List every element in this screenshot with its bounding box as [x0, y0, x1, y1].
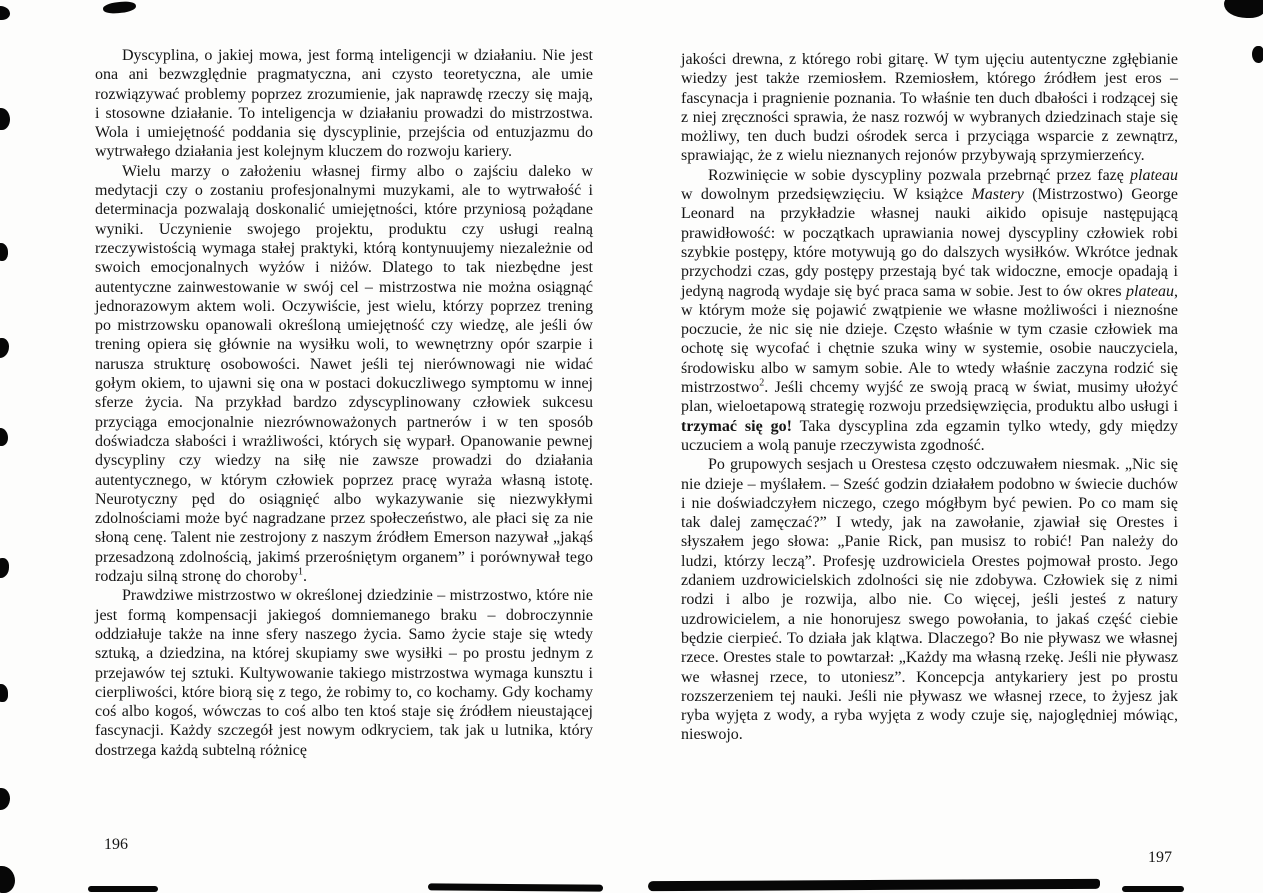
text-run: Mastery	[971, 186, 1024, 204]
scan-artifact	[88, 886, 158, 892]
page-left-text	[95, 46, 593, 760]
text-run: Prawdziwe mistrzostwo w określonej dziedzinie – mistrzostwo, które nie jest formą kompensacji jakiegoś domniemanego braku – dobroczynnie oddziałuje także na inne sfery naszego życia. Samo życie staje się wtedy sztuką, a dziedzina, na której skupiamy swe wysiłki – po prostu jednym z przejawów tej sztuki. Kultywowanie takiego mistrzostwa wymaga kunsztu i cierpliwości, które biorą się z tego, że robimy to, co kochamy. Gdy kochamy coś albo kogoś, wówczas to coś albo ten ktoś staje się źródłem nieustającej fascynacji. Każdy szczegół jest nowym odkryciem, tak jak u lutnika, który dostrzega każdą subtelną różnicę	[95, 587, 593, 759]
paragraph	[95, 162, 593, 587]
text-run: Wielu marzy o założeniu własnej firmy albo o zajściu daleko w medytacji czy o zostaniu profesjonalnymi muzykami, ale to wytrwałość i determinacja pozwalają doskonalić umiejętności, które przyniosą pożądane wyniki. Uczynienie swojego projektu, produktu czy usługi realną rzeczywistością wymaga stałej praktyki, którą kontynuujemy niezależnie od swoich emocjonalnych wyżów i niżów. Dlatego to tak niezbędne jest autentyczne zainwestowanie w swój cel – mistrzostwa nie można osiągnąć jednorazowym aktem woli. Oczywiście, jest wielu, którzy poprzez trening po mistrzowsku opanowali określoną umiejętność czy wiedzę, ale jeśli ów trening opiera się głównie na wysiłku woli, to wewnętrzny opór szarpie i narusza strukturę osobowości. Nawet jeśli tej nierównowagi nie widać gołym okiem, to ujawni się ona w postaci dokuczliwego symptomu w innej sferze życia. Na przykład bardzo zdyscyplinowany człowiek sukcesu przyciąga emocjonalnie niezrównoważonych partnerów i w ten sposób doświadcza słabości i wrażliwości, których się wyparł. Opanowanie pewnej dyscypliny czy wiedzy na siłę nie zawsze prowadzi do działania autentycznego, w którym człowiek poprzez pracę wyraża własną istotę. Neurotyczny pęd do osiągnięć albo wykazywanie się niezwykłymi zdolnościami może być nagradzane przez społeczeństwo, ale płaci się za nie słoną cenę. Talent nie zestrojony z naszym źródłem Emerson nazywał „jakąś przesadzoną zdolnością, jakimś przerośniętym organem” i porównywał tego rodzaju silną stronę do choroby	[95, 162, 593, 586]
scan-artifact	[0, 558, 9, 578]
page-number-left: 196	[104, 836, 128, 853]
scan-artifact	[0, 108, 10, 130]
text-run: . Jeśli chcemy wyjść ze swoją pracą w świat, musimy ułożyć plan, wieloetapową strategię rozwoju przedsięwzięcia, produktu albo usługi i	[681, 379, 1178, 416]
scan-artifact	[0, 338, 9, 358]
scan-artifact	[0, 788, 10, 810]
paragraph	[95, 586, 593, 760]
paragraph	[681, 50, 1178, 166]
text-run: Po grupowych sesjach u Orestesa często odczuwałem niesmak. „Nic się nie dzieje – myślałem. – Sześć godzin działałem podobno w świecie duchów i nie doświadczyłem niczego, czego mógłbym być pewien. Po co mam się tak dalej zamęczać?” I wtedy, jak na zawołanie, zjawiał się Orestes i słyszałem jego słowa: „Panie Rick, pan musisz to robić! Pan należy do ludzi, którzy leczą”. Profesję uzdrowiciela Orestes pojmował prosto. Jego zdaniem uzdrowicielskich zdolności się nie zdobywa. Człowiek się z nimi rodzi i albo je rozwija, albo nie. Co więcej, jeśli jesteś z natury uzdrowicielem, a nie honorujesz swego powołania, to jakaś część ciebie będzie cierpieć. To działa jak klątwa. Dlaczego? Bo nie pływasz we własnej rzece. Orestes stale to powtarzał: „Każdy ma własną rzekę. Jeśli nie pływasz we własnej rzece, to utoniesz”. Koncepcja antykariery jest po prostu rozszerzeniem tej nauki. Jeśli nie pływasz we własnej rzece, to żyjesz jak ryba wyjęta z wody, a ryba wyjęta z wody czuje się, najoględniej mówiąc, nieswojo.	[681, 456, 1178, 744]
scan-artifact	[1122, 886, 1184, 892]
scan-artifact	[0, 243, 8, 261]
text-run: Rozwinięcie w sobie dyscypliny pozwala przebrnąć przez fazę	[708, 166, 1130, 184]
footnote-marker: 2	[759, 377, 765, 389]
paragraph	[681, 166, 1178, 455]
text-run: plateau	[1130, 166, 1178, 184]
paragraph	[95, 46, 593, 162]
text-run: plateau	[1126, 282, 1174, 300]
scan-artifact	[1252, 46, 1263, 63]
text-run: .	[303, 568, 308, 586]
paragraph	[681, 455, 1178, 744]
text-run: (Mistrzostwo) George Leonard na przykładzie własnej nauki aikido opisuje następującą prawidłowość: w początkach uprawiania nowej dyscypliny człowiek robi szybkie postępy, które motywują go do dalszych wysiłków. Wkrótce jednak przychodzi czas, gdy postępy przestają być tak widoczne, emocje opadają i jedyną nagrodą wydaje się być praca sama w sobie. Jest to ów okres	[681, 186, 1178, 300]
page-right-text	[681, 50, 1178, 745]
scan-artifact	[0, 684, 8, 702]
text-run: w dowolnym przedsięwzięciu. W książce	[681, 186, 972, 204]
scan-artifact	[0, 6, 10, 20]
scan-artifact	[1224, 0, 1263, 18]
scan-artifact	[428, 883, 603, 891]
scan-artifact	[648, 879, 1100, 891]
text-run: jakości drewna, z którego robi gitarę. W tym ujęciu autentyczne zgłębianie wiedzy jest także rzemiosłem. Rzemiosłem, którego źródłem jest eros – fascynacja i pragnienie poznania. To właśnie ten duch dbałości i rodzącej się z niej zręczności sprawia, że nasz rozwój w wybranych dziedzinach staje się możliwy, ten duch budzi ośrodek serca i przyciąga wsparcie z zewnątrz, sprawiając, że z wielu nieznanych rejonów przybywają sprzymierzeńcy.	[681, 51, 1178, 165]
text-run: Taka dyscyplina zda egzamin tylko wtedy, gdy między uczuciem a wolą panuje rzeczywista zgodność.	[681, 417, 1178, 454]
text-run: , w którym może się pojawić zwątpienie we własne możliwości i nieznośne poczucie, że nic się nie dzieje. Często właśnie w tym czasie człowiek ma ochotę się wycofać i chętnie szuka winy w systemie, osobie nauczyciela, środowisku albo w samym sobie. Ale to wtedy właśnie zaczyna rodzić się mistrzostwo	[681, 282, 1178, 397]
scan-artifact	[0, 866, 15, 893]
text-run: trzymać się go!	[681, 417, 792, 435]
page-number-right: 197	[1148, 849, 1172, 866]
scan-artifact	[0, 428, 8, 446]
scan-artifact	[103, 0, 137, 14]
footnote-marker: 1	[298, 566, 304, 578]
text-run: Dyscyplina, o jakiej mowa, jest formą inteligencji w działaniu. Nie jest ona ani bezwzględnie pragmatyczna, ani czysto teoretyczna, ale umie rozwiązywać problemy poprzez zrozumienie, jak naprawdę rzeczy się mają, i stosowne działanie. To inteligencja w działaniu prowadzi do mistrzostwa. Wola i umiejętność poddania się dyscyplinie, przejścia od entuzjazmu do wytrwałego działania jest kolejnym kluczem do rozwoju kariery.	[95, 47, 593, 161]
